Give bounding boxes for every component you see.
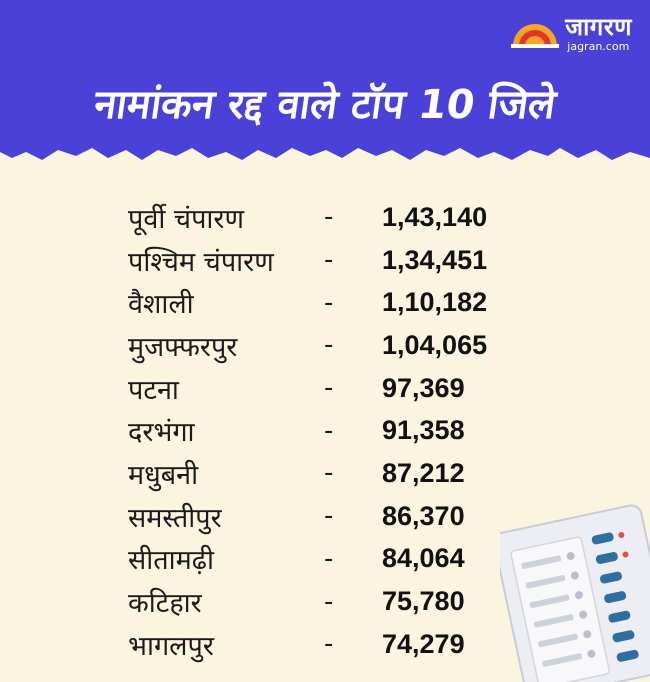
district-name: वैशाली [128, 289, 194, 321]
separator: - [324, 330, 334, 361]
jagran-logo [511, 14, 632, 53]
sun-logo-icon [511, 18, 559, 48]
district-name: कटिहार [128, 588, 202, 620]
separator: - [324, 501, 334, 532]
district-name: दरभंगा [128, 417, 195, 449]
rejected-count: 86,370 [382, 500, 465, 531]
list-item [128, 409, 548, 452]
list-item [128, 196, 548, 239]
district-name: पटना [128, 374, 179, 406]
district-name: सीतामढ़ी [128, 545, 214, 577]
list-item [128, 580, 548, 623]
separator: - [324, 373, 334, 404]
separator: - [324, 202, 334, 233]
separator: - [324, 629, 334, 660]
separator: - [324, 586, 334, 617]
list-item [128, 324, 548, 367]
list-item [128, 623, 548, 666]
list-item [128, 495, 548, 538]
district-name: पूर्वी चंपारण [128, 203, 244, 235]
separator: - [324, 415, 334, 446]
separator: - [324, 287, 334, 318]
separator: - [324, 543, 334, 574]
separator: - [324, 458, 334, 489]
district-name: समस्तीपुर [128, 502, 222, 534]
list-item [128, 538, 548, 581]
rejected-count: 75,780 [382, 586, 465, 617]
rejected-count: 1,43,140 [382, 201, 488, 232]
district-name: मुजफ्फरपुर [128, 331, 238, 363]
list-item [128, 367, 548, 410]
evm-machine-illustration [500, 490, 650, 682]
logo-url: jagran.com [567, 40, 630, 53]
district-list [128, 196, 548, 666]
headline: नामांकन रद्द वाले टॉप 10 जिले [91, 82, 559, 128]
district-name: भागलपुर [128, 630, 214, 662]
district-name: पश्चिम चंपारण [128, 246, 274, 278]
rejected-count: 97,369 [382, 372, 465, 403]
rejected-count: 1,10,182 [382, 287, 488, 318]
rejected-count: 91,358 [382, 415, 465, 446]
list-item [128, 281, 548, 324]
rejected-count: 1,34,451 [382, 244, 488, 275]
rejected-count: 1,04,065 [382, 329, 488, 360]
district-name: मधुबनी [128, 459, 199, 491]
separator: - [324, 245, 334, 276]
list-item [128, 239, 548, 282]
rejected-count: 84,064 [382, 543, 465, 574]
list-item [128, 452, 548, 495]
rejected-count: 87,212 [382, 457, 465, 488]
logo-name: जागरण [565, 13, 632, 41]
rejected-count: 74,279 [382, 628, 465, 659]
